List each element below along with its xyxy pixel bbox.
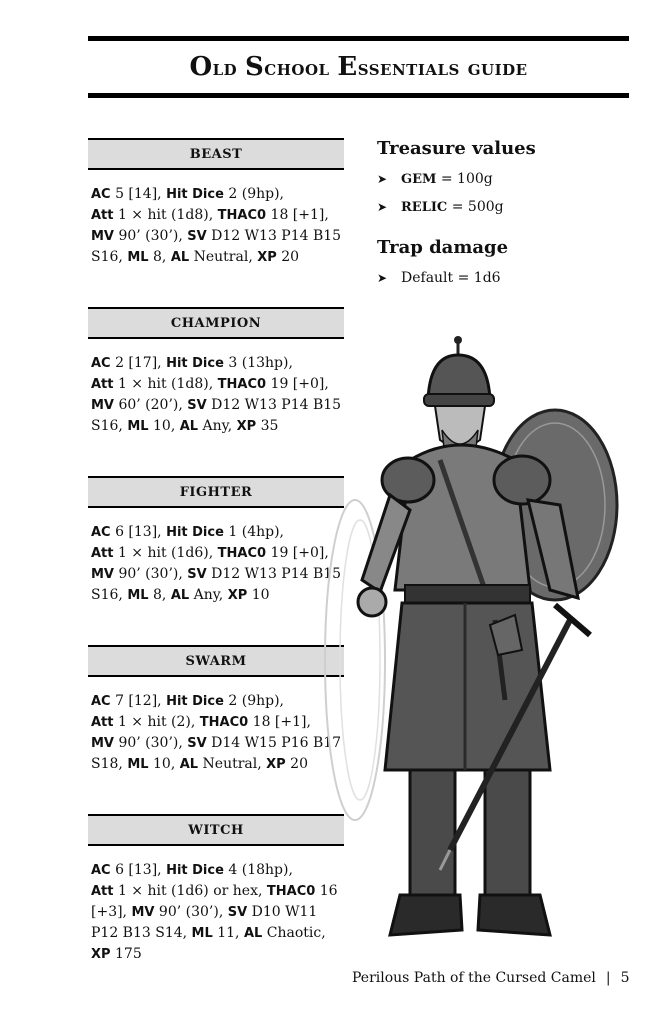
mv-value: 90’ (30’),: [118, 566, 183, 582]
att-value: 1 × hit (1d6) or hex,: [117, 883, 263, 899]
ac-value: 7 [12],: [115, 693, 162, 709]
title-cap-3: E: [337, 52, 358, 82]
monster-name: FIGHTER: [88, 476, 344, 508]
ac-value: 6 [13],: [115, 862, 162, 878]
thac0-value: 18 [+1],: [270, 207, 329, 223]
ml-label: ML: [127, 588, 149, 603]
sv-value: D12 W13 P14 B15 S16,: [91, 566, 342, 603]
hd-label: Hit Dice: [166, 187, 224, 202]
al-value: Chaotic,: [266, 925, 326, 941]
ml-value: 8,: [153, 249, 167, 265]
monster-name: BEAST: [88, 138, 344, 170]
sv-label: SV: [187, 398, 207, 413]
trap-item-text: Default = 1d6: [401, 270, 501, 286]
att-label: Att: [91, 884, 114, 899]
hd-value: 2 (9hp),: [228, 693, 284, 709]
xp-value: 20: [290, 756, 308, 772]
sv-value: D12 W13 P14 B15 S16,: [91, 228, 342, 265]
hd-label: Hit Dice: [166, 694, 224, 709]
title-rest-3: ssentials guide: [357, 55, 528, 80]
title-bar: [88, 36, 629, 98]
att-value: 1 × hit (1d8),: [117, 376, 214, 392]
xp-value: 35: [260, 418, 279, 434]
hd-label: Hit Dice: [166, 356, 224, 371]
page-footer: [352, 970, 630, 986]
list-item: [377, 199, 627, 215]
ml-label: ML: [127, 419, 149, 434]
al-value: Any,: [193, 587, 224, 603]
mv-label: MV: [91, 567, 114, 582]
mv-label: MV: [91, 736, 114, 751]
thac0-label: THAC0: [217, 208, 267, 223]
thac0-label: THAC0: [266, 884, 316, 899]
xp-value: 175: [115, 946, 142, 962]
att-label: Att: [91, 715, 114, 730]
hd-value: 4 (18hp),: [228, 862, 293, 878]
trap-heading: Trap damage: [377, 237, 509, 258]
al-label: AL: [179, 757, 199, 772]
sv-label: SV: [227, 905, 248, 920]
mv-value: 90’ (30’),: [118, 228, 183, 244]
xp-label: XP: [236, 419, 257, 434]
xp-label: XP: [91, 947, 111, 962]
hd-value: 1 (4hp),: [228, 524, 284, 540]
title-rest-1: ld: [212, 55, 245, 80]
thac0-label: THAC0: [217, 546, 267, 561]
att-label: Att: [91, 208, 114, 223]
monster-stats: [88, 184, 344, 268]
thac0-value: 16 [+3],: [91, 883, 338, 920]
treasure-list: [377, 171, 627, 215]
thac0-label: THAC0: [217, 377, 267, 392]
sv-label: SV: [187, 229, 207, 244]
xp-value: 10: [251, 587, 270, 603]
xp-value: 20: [281, 249, 300, 265]
ml-value: 10,: [153, 418, 176, 434]
hd-value: 2 (9hp),: [228, 186, 284, 202]
att-label: Att: [91, 377, 114, 392]
trap-list: [377, 270, 627, 286]
monster-name: WITCH: [88, 814, 344, 846]
list-item: [377, 171, 627, 187]
page-title: [189, 52, 527, 82]
al-value: Any,: [202, 418, 233, 434]
sv-label: SV: [187, 567, 207, 582]
al-label: AL: [243, 926, 263, 941]
hd-label: Hit Dice: [166, 525, 224, 540]
att-label: Att: [91, 546, 114, 561]
treasure-item-label: GEM: [401, 171, 437, 187]
treasure-item-label: RELIC: [401, 199, 448, 215]
treasure-item-value: = 500g: [451, 199, 504, 215]
hd-value: 3 (13hp),: [228, 355, 293, 371]
thac0-value: 19 [+0],: [270, 545, 329, 561]
al-label: AL: [179, 419, 199, 434]
mv-value: 90’ (30’),: [158, 904, 224, 920]
al-value: Neutral,: [193, 249, 253, 265]
att-value: 1 × hit (1d6),: [117, 545, 214, 561]
thac0-label: THAC0: [199, 715, 249, 730]
title-cap-2: S: [244, 52, 265, 82]
ac-label: AC: [91, 187, 111, 202]
ml-label: ML: [191, 926, 213, 941]
hd-label: Hit Dice: [166, 863, 224, 878]
xp-label: XP: [257, 250, 277, 265]
mv-label: MV: [91, 229, 114, 244]
mv-value: 90’ (30’),: [118, 735, 183, 751]
ml-value: 11,: [217, 925, 240, 941]
title-rest-2: chool: [264, 55, 338, 80]
footer-separator: |: [605, 970, 611, 986]
ac-value: 6 [13],: [115, 524, 162, 540]
treasure-heading: Treasure values: [377, 138, 536, 159]
ac-value: 2 [17],: [115, 355, 162, 371]
sv-label: SV: [187, 736, 207, 751]
mv-label: MV: [91, 398, 114, 413]
att-value: 1 × hit (1d8),: [117, 207, 214, 223]
book-title: Perilous Path of the Cursed Camel: [352, 970, 596, 986]
thac0-value: 19 [+0],: [270, 376, 329, 392]
sidebar-notes: [377, 138, 627, 298]
monster-name: SWARM: [88, 645, 344, 677]
ml-label: ML: [127, 757, 149, 772]
xp-label: XP: [266, 757, 286, 772]
ac-label: AC: [91, 863, 111, 878]
att-value: 1 × hit (2),: [117, 714, 196, 730]
mv-value: 60’ (20’),: [118, 397, 183, 413]
thac0-value: 18 [+1],: [252, 714, 311, 730]
ml-value: 8,: [153, 587, 167, 603]
al-value: Neutral,: [202, 756, 262, 772]
warrior-illustration: [300, 330, 640, 970]
arrowhead-right-icon: ➤: [377, 200, 388, 214]
arrowhead-right-icon: ➤: [377, 271, 388, 285]
xp-label: XP: [227, 588, 248, 603]
ml-label: ML: [127, 250, 149, 265]
page-number: 5: [620, 970, 630, 986]
treasure-item-value: = 100g: [440, 171, 493, 187]
ac-label: AC: [91, 694, 111, 709]
ac-label: AC: [91, 525, 111, 540]
monster-name: CHAMPION: [88, 307, 344, 339]
sv-value: D12 W13 P14 B15 S16,: [91, 397, 342, 434]
arrowhead-right-icon: ➤: [377, 172, 388, 186]
mv-label: MV: [131, 905, 155, 920]
ac-label: AC: [91, 356, 111, 371]
monster-block-beast: [88, 138, 344, 268]
title-cap-1: O: [189, 52, 213, 82]
ac-value: 5 [14],: [115, 186, 162, 202]
sv-value: D14 W15 P16 B17 S18,: [91, 735, 342, 772]
list-item: [377, 270, 627, 286]
sv-value: D10 W11 P12 B13 S14,: [91, 904, 318, 941]
ml-value: 10,: [153, 756, 176, 772]
al-label: AL: [170, 250, 190, 265]
al-label: AL: [170, 588, 190, 603]
